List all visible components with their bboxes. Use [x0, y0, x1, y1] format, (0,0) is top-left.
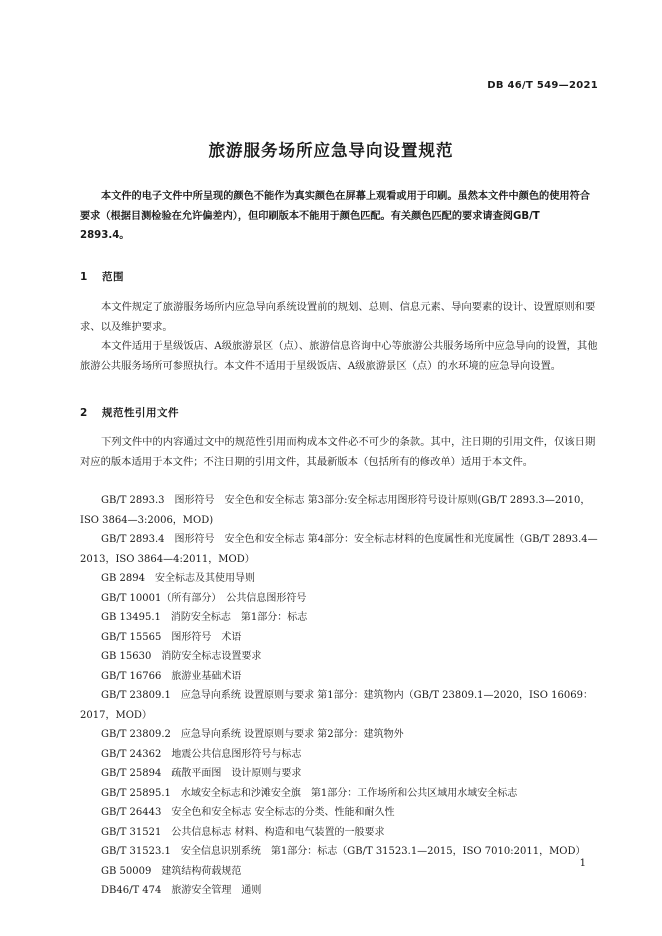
reference-item: GB/T 2893.3 图形符号 安全色和安全标志 第3部分:安全标志用图形符号设计原则(GB/T 2893.3—2010，ISO 3864—3:2006，MOD)	[80, 495, 591, 526]
section-2-title: 规范性引用文件	[102, 407, 179, 419]
reference-item: GB/T 23809.2 应急导向系统 设置原则与要求 第2部分：建筑物外	[101, 729, 404, 740]
standard-code: DB 46/T 549—2021	[487, 80, 598, 91]
reference-item: GB/T 31523.1 安全信息识别系统 第1部分：标志（GB/T 31523.1—2015，ISO 7010:2011，MOD）	[101, 846, 586, 857]
reference-item: GB/T 31521 公共信息标志 材料、构造和电气装置的一般要求	[101, 826, 385, 838]
section-1-number: 1	[80, 271, 88, 283]
reference-list	[80, 491, 600, 901]
reference-item: GB 50009 建筑结构荷载规范	[101, 865, 242, 877]
applicability-paragraph: 本文件适用于星级饭店、A级旅游景区（点）、旅游信息咨询中心等旅游公共服务场所中应急导向的设置，其他旅游公共服务场所可参照执行。本文件不适用于星级饭店、A级旅游景区（点）的水环境的应急导向设置。	[80, 340, 598, 372]
reference-item: GB/T 10001（所有部分） 公共信息图形符号	[101, 592, 307, 604]
references-intro: 下列文件中的内容通过文中的规范性引用而构成本文件必不可少的条款。其中，注日期的引用文件，仅该日期对应的版本适用于本文件；不注日期的引用文件，其最新版本（包括所有的修改单）适用于本文件。	[80, 436, 596, 468]
reference-item: GB/T 25894 疏散平面图 设计原则与要求	[101, 768, 302, 779]
page-number: 1	[579, 858, 586, 869]
section-1-heading	[80, 269, 124, 284]
reference-item: GB/T 2893.4 图形符号 安全色和安全标志 第4部分：安全标志材料的色度属性和光度属性（GB/T 2893.4—2013，ISO 3864—4:2011，MOD）	[80, 534, 598, 565]
reference-item: GB/T 16766 旅游业基础术语	[101, 670, 242, 682]
section-1-title: 范围	[102, 271, 124, 283]
reference-item: GB/T 24362 地震公共信息图形符号与标志	[101, 748, 302, 760]
reference-item: GB/T 15565 图形符号 术语	[101, 631, 242, 643]
reference-item: GB 13495.1 消防安全标志 第1部分：标志	[101, 612, 308, 623]
reference-item: GB/T 26443 安全色和安全标志 安全标志的分类、性能和耐久性	[101, 807, 395, 818]
color-usage-note: 本文件的电子文件中所呈现的颜色不能作为真实颜色在屏幕上观看或用于印刷。虽然本文件中颜色的使用符合要求（根据目测检验在允许偏差内），但印刷版本不能用于颜色匹配。有关颜色匹配的要求请查阅GB/T 2893.4。	[80, 191, 590, 241]
reference-item: GB/T 25895.1 水域安全标志和沙滩安全旗 第1部分：工作场所和公共区域用水域安全标志	[101, 787, 518, 799]
section-2-heading	[80, 405, 179, 420]
reference-item: GB 15630 消防安全标志设置要求	[101, 651, 262, 662]
reference-item: DB46/T 474 旅游安全管理 通则	[101, 885, 262, 896]
reference-item: GB 2894 安全标志及其使用导则	[101, 573, 255, 584]
scope-paragraph: 本文件规定了旅游服务场所内应急导向系统设置前的规划、总则、信息元素、导向要素的设计、设置原则和要求、以及维护要求。	[80, 301, 596, 333]
document-title: 旅游服务场所应急导向设置规范	[208, 141, 454, 160]
reference-item: GB/T 23809.1 应急导向系统 设置原则与要求 第1部分：建筑物内（GB/T 23809.1—2020，ISO 16069：2017，MOD）	[80, 690, 593, 721]
section-2-number: 2	[80, 407, 88, 419]
